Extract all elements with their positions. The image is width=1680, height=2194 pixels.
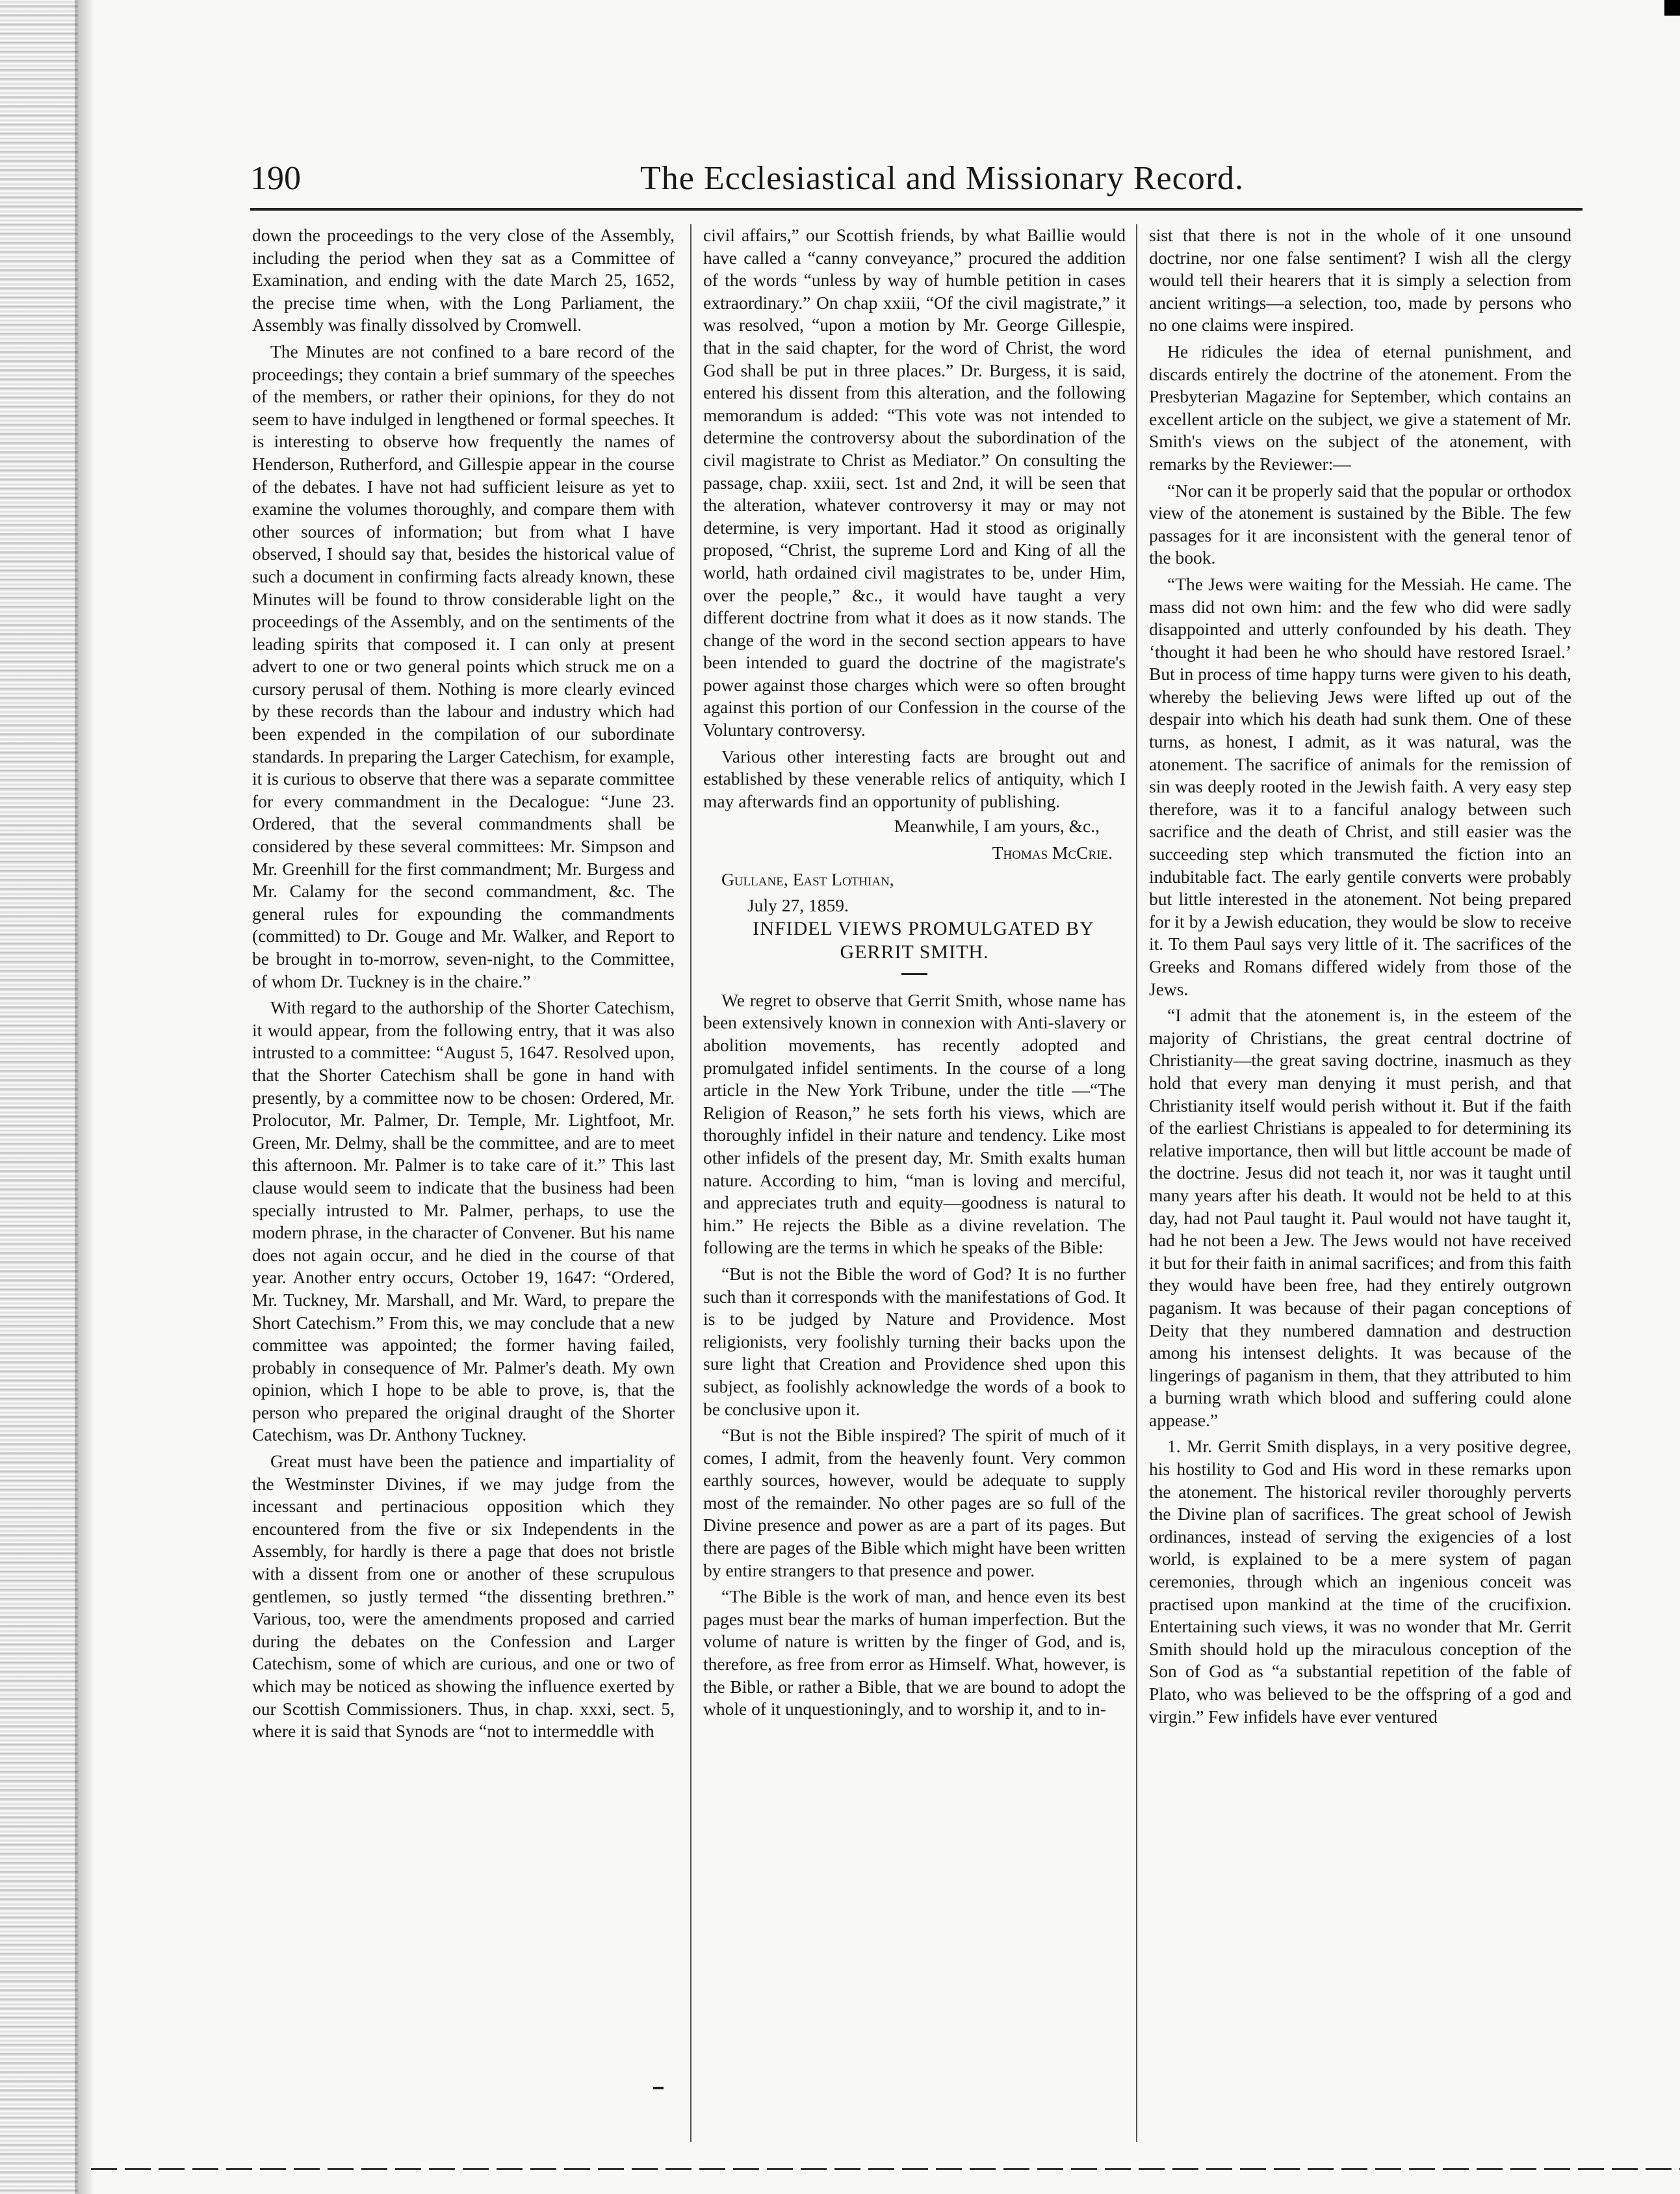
paragraph: sist that there is not in the whole of it one unsound doctrine, nor one false sentiment? I wish all the clergy would tell their hearers that it is simply a selection from ancient writings—a selection, too, made by persons who no one claims were inspired. xyxy=(1149,225,1571,335)
footer-dash xyxy=(653,2087,664,2089)
column-3 xyxy=(1149,224,1571,2148)
running-title: The Ecclesiastical and Missionary Record. xyxy=(640,160,1245,197)
book-binding-edge xyxy=(0,0,78,2194)
paragraph: He ridicules the idea of eternal punishment, and discards entirely the doctrine of the atonement. From the Presbyterian Magazine for September, which contains an excellent article on the subject, we give a statement of Mr. Smith's views on the subject of the atonement, with remarks by the Reviewer:— xyxy=(1149,341,1571,474)
paragraph: Great must have been the patience and impartiality of the Westminster Divines, if we may judge from the incessant and pertinacious opposition which they encountered from the five or six Independents in the Assembly, for hardly is there a page that does not bristle with a dissent from one or another of these scrupulous gentlemen, so justly termed “the dissenting brethren.” Various, too, were the amendments proposed and carried during the debates on the Confession and Larger Catechism, some of which are curious, and one or two of which may be noticed as showing the influence exerted by our Scottish Commissioners. Thus, in chap. xxxi, sect. 5, where it is said that Synods are “not to intermeddle with xyxy=(252,1451,675,1742)
page-number: 190 xyxy=(250,160,301,197)
signoff-date: July 27, 1859. xyxy=(747,895,849,916)
paragraph: “I admit that the atonement is, in the esteem of the majority of Christians, the great central doctrine of Christianity—the great saving doctrine, inasmuch as they hold that every man denying it must perish, and that Christianity itself would perish without it. But if the faith of the earliest Christians is appealed to for determining its relative importance, then will but little account be made of the doctrine. Jesus did not teach it, nor was it taught until many years after his death. It would not be held to at this day, had not Paul taught it. Paul would not have taught it, had he not been a Jew. The Jews would not have received it but for their faith in animal sacrifices; and from this faith they would have been free, had they entirely outgrown paganism. It was because of their pagan conceptions of Deity that they numbered damnation and destruction among his intensest delights. It was because of the lingerings of paganism in them, that they attributed to him a burning wrath which blood and suffering could alone appease.” xyxy=(1149,1005,1571,1430)
gutter-shadow xyxy=(75,0,94,2194)
paragraph: civil affairs,” our Scottish friends, by what Baillie would have called a “canny conveyance,” procured the addition of the words “unless by way of humble petition in cases extraordinary.” On chap xxiii, “Of the civil magistrate,” it was resolved, “upon a motion by Mr. George Gillespie, that in the said chapter, for the word of Christ, the word God shall be put in three places.” Dr. Burgess, it is said, entered his dissent from this alteration, and the following memorandum is added: “This vote was not intended to determine the controversy about the subordination of the civil magistrate to Christ as Mediator.” On consulting the passage, chap. xxiii, sect. 1st and 2nd, it will be seen that the alteration, whatever controversy it may or may not determine, is very important. Had it stood as originally proposed, “Christ, the supreme Lord and King of all the world, hath ordained civil magistrates to be, under Him, over the people,” &c., it would have taught a very different doctrine from what it does as it now stands. The change of the word in the second section appears to have been intended to guard the doctrine of the magistrate's power against those charges which were so often brought against this portion of our Confession in the course of the Voluntary controversy. xyxy=(703,225,1126,740)
page-header xyxy=(250,156,1583,202)
paragraph: “But is not the Bible inspired? The spirit of much of it comes, I admit, from the heavenly fount. Very common earthly sources, however, would be adequate to supply most of the remainder. No other pages are so full of the Divine presence and power as are a part of its pages. But there are pages of the Bible which might have been written by entire strangers to that presence and power. xyxy=(703,1425,1126,1580)
title-rule xyxy=(901,973,927,975)
paragraph: “Nor can it be properly said that the popular or orthodox view of the atonement is sustained by the Bible. The few passages for it are inconsistent with the general tenor of the book. xyxy=(1149,480,1571,568)
letter-signoff xyxy=(703,815,1126,917)
header-rule xyxy=(250,208,1583,211)
paragraph: The Minutes are not confined to a bare record of the proceedings; they contain a brief summary of the speeches of the members, or rather their opinions, for they do not seem to have indulged in lengthened or formal speeches. It is interesting to observe how frequently the names of Henderson, Rutherford, and Gillespie appear in the course of the debates. I have not had sufficient leisure as yet to examine the volumes thoroughly, and compare them with other sources of information; but from what I have observed, I should say that, besides the historical value of such a document in confirming facts already known, these Minutes will be found to throw considerable light on the proceedings of the Assembly, and on the sentiments of the leading spirits that composed it. I can only at present advert to one or two general points which struck me on a cursory perusal of them. Nothing is more clearly evinced by these records than the labour and industry which had been expended in the compilation of our subordinate standards. In preparing the Larger Catechism, for example, it is curious to observe that there was a separate committee for every commandment in the Decalogue: “June 23. Ordered, that the several commandments shall be considered by these several committees: Mr. Simpson and Mr. Greenhill for the first commandment; Mr. Burgess and Mr. Calamy for the second commandment, &c. The general rules for expounding the commandments (committed) to Dr. Gouge and Mr. Walker, and Report to be brought in to-morrow, seven-night, to the Committee, of whom Dr. Tuckney is in the chaire.” xyxy=(252,341,675,991)
paragraph: With regard to the authorship of the Shorter Catechism, it would appear, from the following entry, that it was also intrusted to a committee: “August 5, 1647. Resolved upon, that the Shorter Catechism shall be gone in hand with presently, by a committee now to be chosen: Ordered, Mr. Prolocutor, Mr. Palmer, Dr. Temple, Mr. Lightfoot, Mr. Green, Mr. Delmy, shall be the committee, and are to meet this afternoon. Mr. Palmer is to take care of it.” This last clause would seem to indicate that the business had been specially intrusted to Mr. Palmer, perhaps, to use the modern phrase, in the character of Convener. But his name does not again occur, and he died in the course of that year. Another entry occurs, October 19, 1647: “Ordered, Mr. Tuckney, Mr. Marshall, and Mr. Ward, to prepare the Short Catechism.” From this, we may conclude that a new committee was appointed; the former having failed, probably in consequence of Mr. Palmer's death. My own opinion, which I hope to be able to prove, is, that the person who prepared the original draught of the Shorter Catechism, was Dr. Anthony Tuckney. xyxy=(252,997,675,1445)
column-1 xyxy=(252,224,675,2148)
paragraph: “But is not the Bible the word of God? It is no further such than it corresponds with the manifestations of God. It is to be judged by Nature and Providence. Most religionists, very foolishly turning their backs upon the sure light that Creation and Providence shed upon this subject, as foolishly acknowledge the words of a book to be conclusive upon it. xyxy=(703,1263,1126,1419)
paragraph: We regret to observe that Gerrit Smith, whose name has been extensively known in connexion with Anti-slavery or abolition movements, has recently adopted and promulgated infidel sentiments. In the course of a long article in the New York Tribune, under the title —“The Religion of Reason,” he sets forth his views, which are thoroughly infidel in their nature and tendency. Like most other infidels of the present day, Mr. Smith exalts human nature. According to him, “man is loving and merciful, and appreciates truth and equity—goodness is natural to him.” He rejects the Bible as a divine revelation. The following are the terms in which he speaks of the Bible: xyxy=(703,989,1126,1258)
paragraph: “The Jews were waiting for the Messiah. He came. The mass did not own him: and the few who did were sadly disappointed and utterly confounded by his death. They ‘thought it had been he who should have restored Israel.’ But in process of time happy turns were given to his death, whereby the believing Jews were lifted up out of the despair into which his death had sunk them. One of these turns, as honest, I admit, as it was natural, was the atonement. The sacrifice of animals for the remission of sin was deeply rooted in the Jewish faith. A very easy step therefore, was it to a fanciful analogy between such sacrifice and the death of Christ, and still easier was the succeeding step which transmuted the fiction into an indubitable fact. The early gentile converts were probably but little interested in the atonement. Not being prepared for it by a Jewish education, they would be slow to receive it. To them Paul says very little of it. The sacrifices of the Greeks and Romans differed widely from those of the Jews. xyxy=(1149,573,1571,999)
paragraph: “The Bible is the work of man, and hence even its best pages must bear the marks of human imperfection. But the volume of nature is written by the finger of God, and is, therefore, as free from error as Himself. What, however, is the Bible, or rather a Bible, that we are bound to adopt the whole of it unquestioningly, and to worship it, and to in- xyxy=(703,1586,1126,1719)
column-2 xyxy=(703,224,1126,2148)
scan-corner-mark xyxy=(1664,0,1680,16)
column-divider-2 xyxy=(1136,224,1137,2142)
paragraph: Various other interesting facts are brought out and established by these venerable relics of antiquity, which I may afterwards find an opportunity of publishing. xyxy=(703,746,1126,811)
column-divider-1 xyxy=(690,224,691,2142)
paragraph: down the proceedings to the very close of the Assembly, including the period when they sat as a Committee of Examination, and ending with the date March 25, 1652, the precise time when, with the Long Parliament, the Assembly was finally dissolved by Cromwell. xyxy=(252,225,675,335)
signoff-line: Meanwhile, I am yours, &c., xyxy=(894,816,1100,837)
paragraph: 1. Mr. Gerrit Smith displays, in a very positive degree, his hostility to God and His word in these remarks upon the atonement. The historical reviler thoroughly perverts the Divine plan of sacrifices. The great school of Jewish ordinances, instead of serving the exigencies of a lost world, is explained to be a mere system of pagan ceremonies, through which an ingenious conceit was practised upon mankind at the time of the crucifixion. Entertaining such views, it was no wonder that Mr. Gerrit Smith should hold up the miraculous conception of the Son of God as “a substantial repetition of the fable of Plato, who was believed to be the offspring of a god and virgin.” Few infidels have ever ventured xyxy=(1149,1436,1571,1727)
signoff-name: Thomas McCrie. xyxy=(992,842,1113,863)
bottom-edge-rule xyxy=(91,2168,1680,2170)
signoff-place: Gullane, East Lothian, xyxy=(721,868,894,889)
article-title: INFIDEL VIEWS PROMULGATED BY GERRIT SMITH. xyxy=(753,917,1094,963)
